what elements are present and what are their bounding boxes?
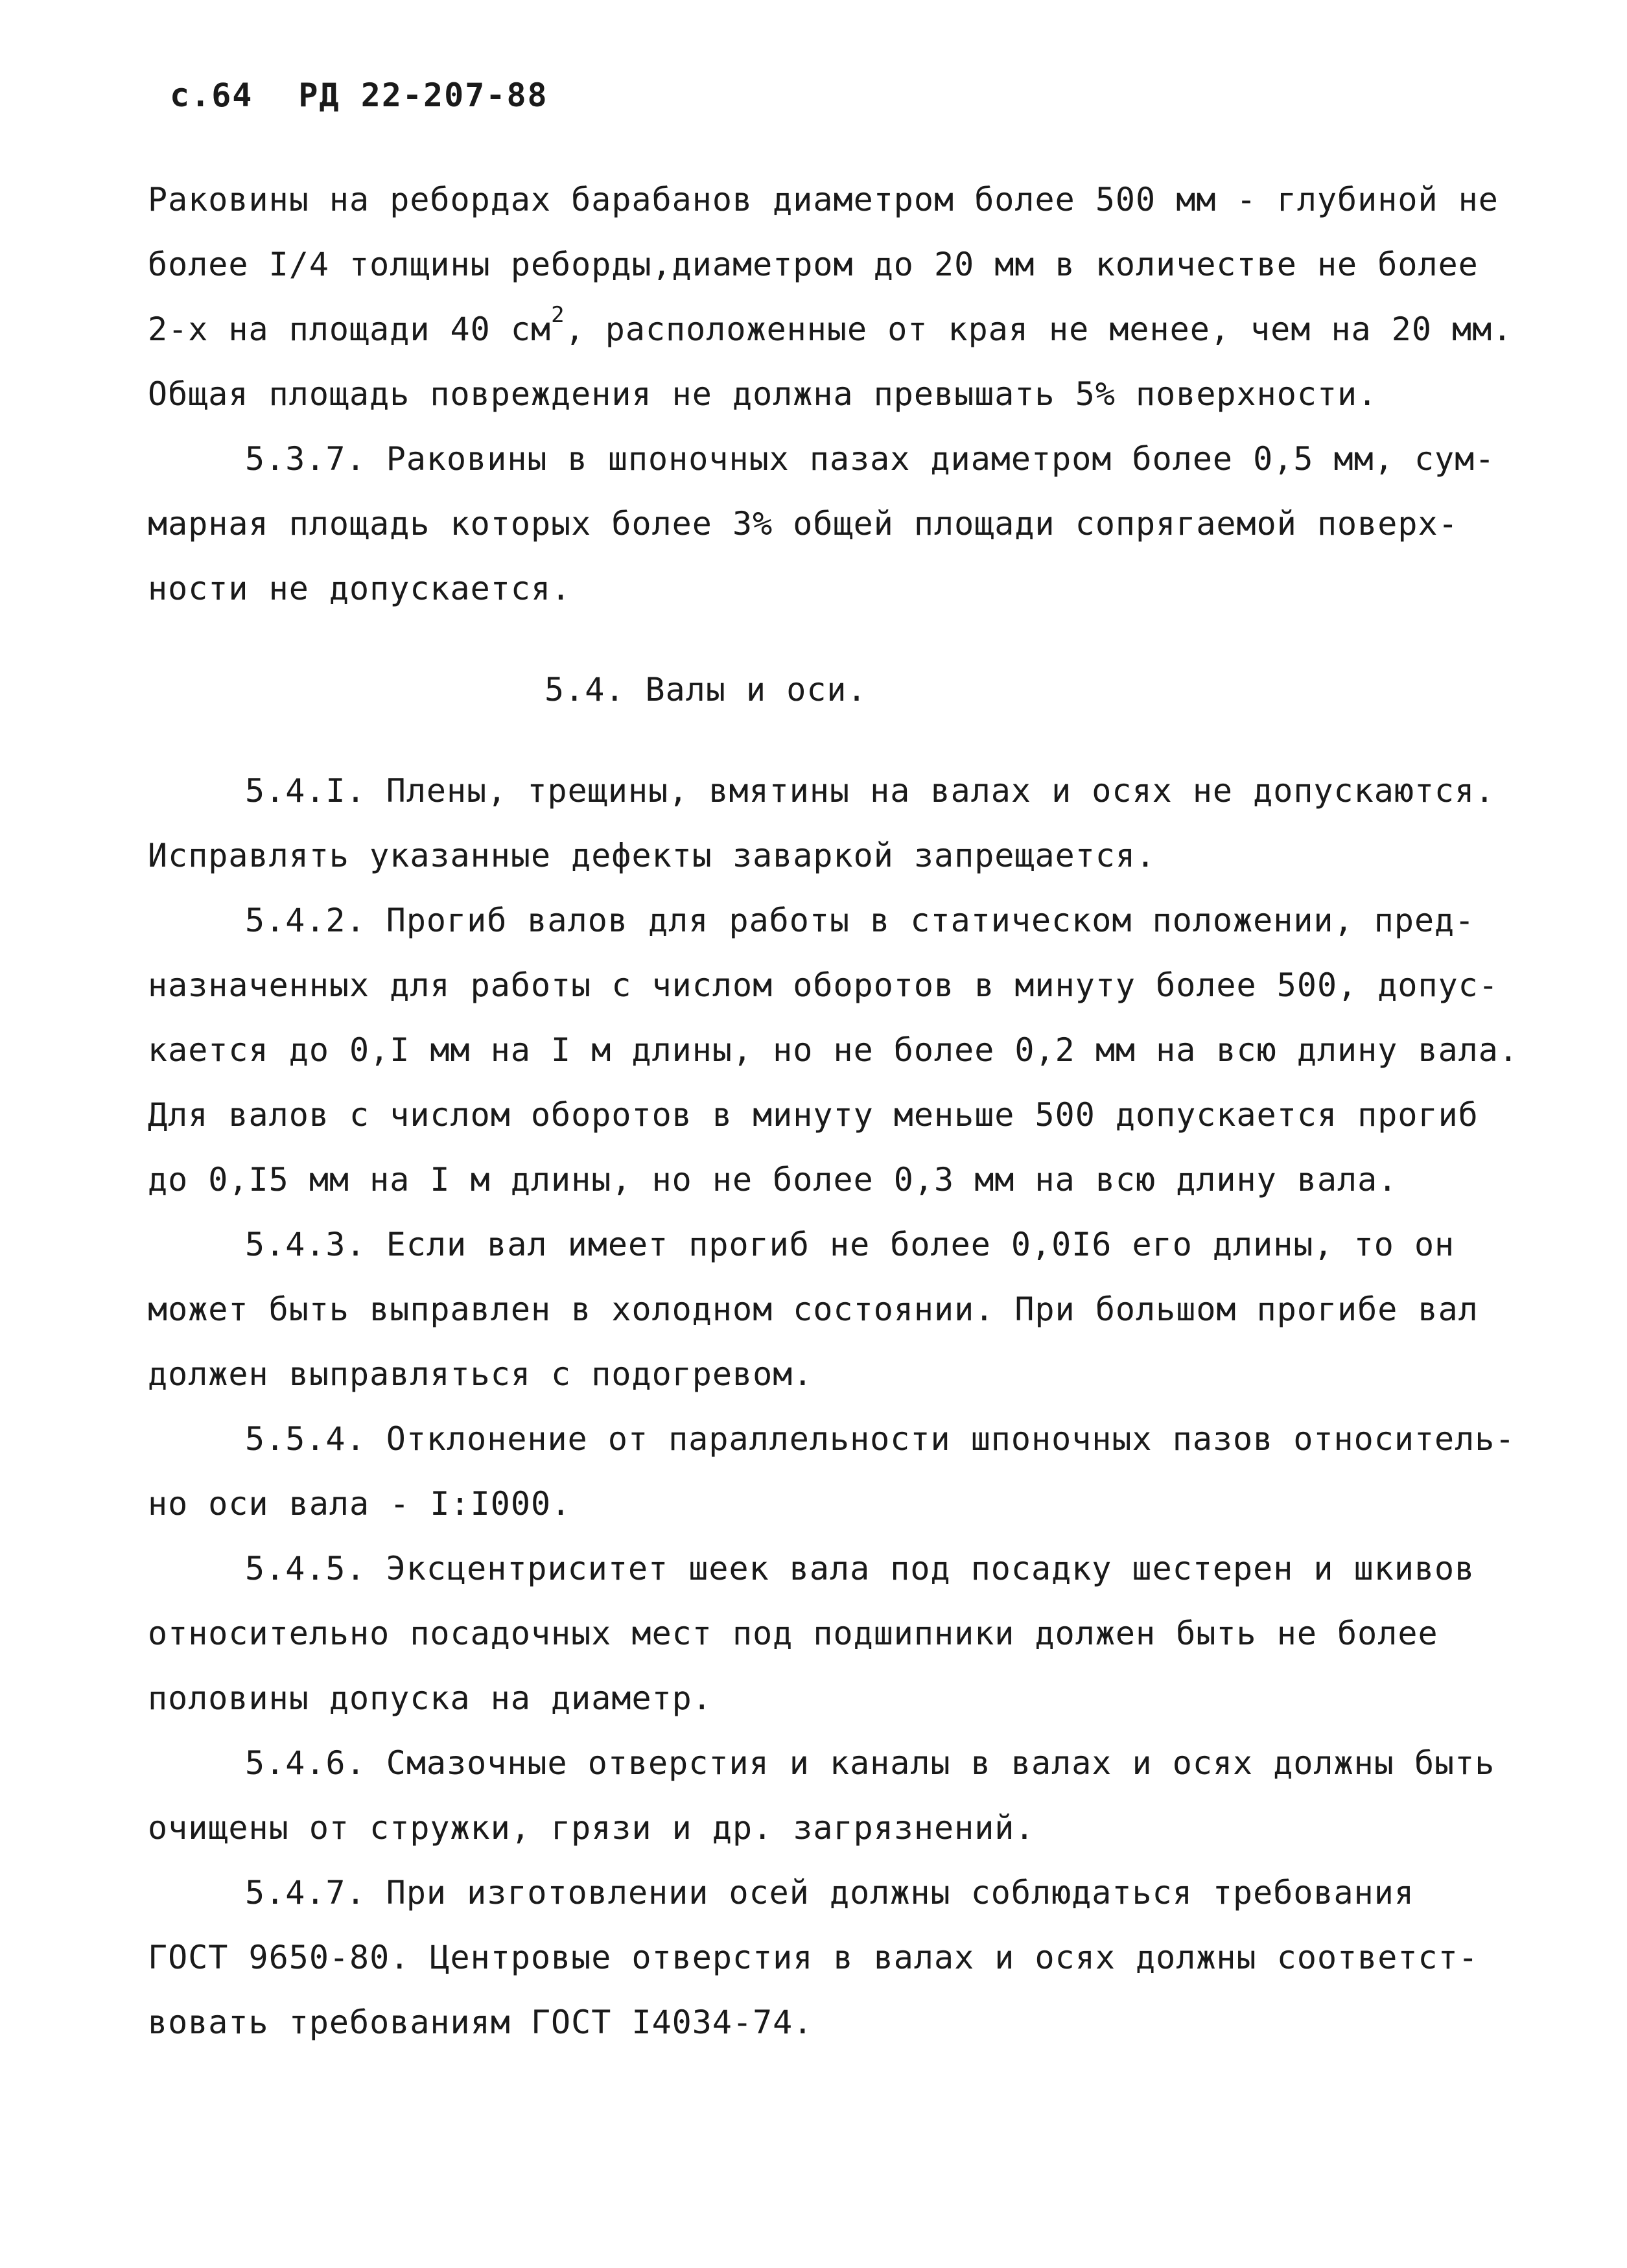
text-line: более I/4 толщины реборды,диаметром до 20 мм в количестве не более	[148, 246, 1479, 283]
text-line: половины допуска на диаметр.	[148, 1679, 712, 1717]
text-line: 5.4.I. Плены, трещины, вмятины на валах и осях не допускаются.	[245, 772, 1495, 810]
text-line: 5.4.7. При изготовлении осей должны соблюдаться требования	[245, 1874, 1414, 1911]
text-line: Общая площадь повреждения не должна превышать 5% поверхности.	[148, 375, 1378, 413]
text-fragment: 2-х на площади 40 см	[148, 310, 552, 348]
superscript: 2	[551, 302, 565, 328]
paragraph-5-4-3	[148, 1212, 1496, 1407]
text-line: марная площадь которых более 3% общей площади сопрягаемой поверх-	[148, 505, 1458, 543]
text-line: должен выправляться с подогревом.	[148, 1355, 814, 1393]
text-line: 5.4.5. Эксцентриситет шеек вала под посадку шестерен и шкивов	[245, 1550, 1475, 1587]
text-line	[148, 297, 1513, 362]
text-line: очищены от стружки, грязи и др. загрязнений.	[148, 1809, 1035, 1847]
text-line: кается до 0,I мм на I м длины, но не более 0,2 мм на всю длину вала.	[148, 1031, 1519, 1069]
paragraph-5-4-2	[148, 888, 1519, 1212]
text-fragment: , расположенные от края не менее, чем на 20 мм.	[565, 310, 1513, 348]
text-line: ности не допускается.	[148, 570, 572, 607]
text-line: 5.5.4. Отклонение от параллельности шпоночных пазов относитель-	[245, 1420, 1516, 1458]
paragraph-5-4-6	[148, 1731, 1496, 1860]
text-line: 5.4.3. Если вал имеет прогиб не более 0,0I6 его длины, то он	[245, 1226, 1455, 1263]
section-title: 5.4. Валы и оси.	[544, 671, 867, 708]
text-line: но оси вала - I:I000.	[148, 1485, 572, 1523]
text-line: 5.4.6. Смазочные отверстия и каналы в валах и осях должны быть	[245, 1744, 1495, 1782]
page-header	[170, 76, 548, 114]
text-line: 5.4.2. Прогиб валов для работы в статическом положении, пред-	[245, 902, 1475, 939]
paragraph-5-4-5	[148, 1536, 1496, 1731]
paragraph-5-4-4	[148, 1407, 1516, 1536]
paragraph-5-4-1	[148, 758, 1496, 888]
document-body	[148, 167, 1519, 2055]
text-line: Раковины на ребордах барабанов диаметром более 500 мм - глубиной не	[148, 181, 1499, 218]
text-line: Исправлять указанные дефекты заваркой запрещается.	[148, 837, 1156, 874]
text-line: вовать требованиям ГОСТ I4034-74.	[148, 2004, 814, 2041]
text-line: относительно посадочных мест под подшипники должен быть не более	[148, 1615, 1438, 1652]
document-code: РД 22-207-88	[298, 76, 548, 114]
text-line: до 0,I5 мм на I м длины, но не более 0,3 мм на всю длину вала.	[148, 1161, 1398, 1198]
page-number: с.64	[170, 76, 253, 114]
text-line: Для валов с числом оборотов в минуту меньше 500 допускается прогиб	[148, 1096, 1479, 1134]
text-line: назначенных для работы с числом оборотов в минуту более 500, допус-	[148, 966, 1499, 1004]
paragraph-5-3-6	[148, 167, 1513, 427]
text-line: 5.3.7. Раковины в шпоночных пазах диаметром более 0,5 мм, сум-	[245, 440, 1495, 478]
text-line: ГОСТ 9650-80. Центровые отверстия в валах и осях должны соответст-	[148, 1939, 1479, 1976]
paragraph-5-3-7	[148, 427, 1496, 621]
text-line: может быть выправлен в холодном состоянии. При большом прогибе вал	[148, 1291, 1479, 1328]
paragraph-5-4-7	[148, 1860, 1496, 2055]
